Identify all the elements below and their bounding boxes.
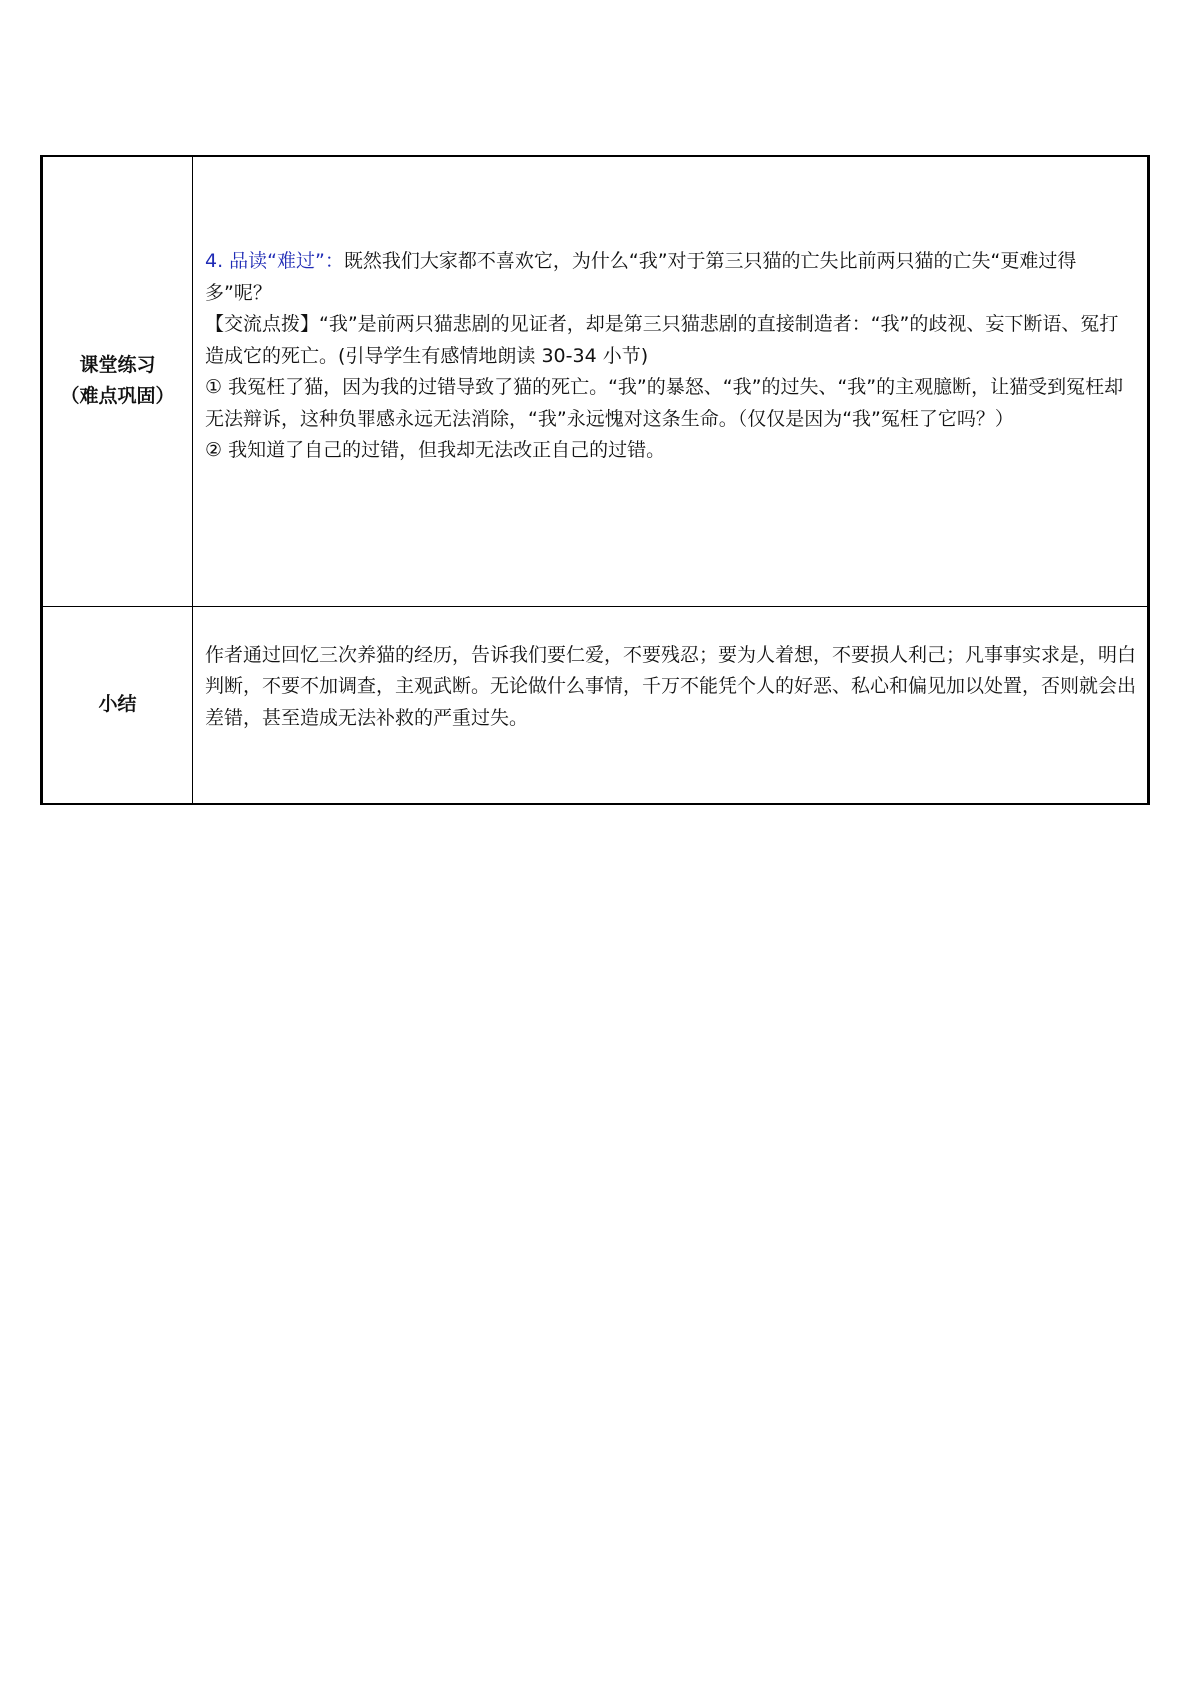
row-label-line: 小结: [98, 693, 137, 716]
row-label-summary: [42, 606, 193, 804]
row-label-practice: [42, 156, 193, 606]
question-prefix: 4. 品读“难过”：: [205, 250, 344, 272]
lesson-plan-table: [40, 155, 1150, 805]
summary-content: [193, 606, 1149, 804]
table-row-summary: [42, 606, 1149, 804]
row-label-line: 课堂练习: [79, 354, 156, 377]
summary-paragraph: 作者通过回忆三次养猫的经历，告诉我们要仁爱，不要残忍；要为人着想，不要损人利己；凡事事实求是，明白判断，不要不加调查，主观武断。无论做什么事情，千万不能凭个人的好恶、私心和偏见加以处置，否则就会出差错，甚至造成无法补救的严重过失。: [205, 643, 1137, 729]
question-text: 既然我们大家都不喜欢它，为什么“我”对于第三只猫的亡失比前两只猫的亡失“更难过得多”呢？: [205, 250, 1077, 304]
point-two-paragraph: ② 我知道了自己的过错，但我却无法改正自己的过错。: [205, 439, 666, 461]
practice-content: [193, 156, 1149, 606]
row-label-line: （难点巩固）: [60, 385, 175, 408]
point-one-paragraph: ① 我冤枉了猫，因为我的过错导致了猫的死亡。“我”的暴怒、“我”的过失、“我”的主观臆断，让猫受到冤枉却无法辩诉，这种负罪感永远无法消除，“我”永远愧对这条生命。（仅仅是因为“我”冤枉了它吗？）: [205, 376, 1124, 430]
question-paragraph: [205, 246, 1137, 309]
table-row-practice: [42, 156, 1149, 606]
discussion-paragraph: 【交流点拨】“我”是前两只猫悲剧的见证者，却是第三只猫悲剧的直接制造者：“我”的歧视、妄下断语、冤打造成它的死亡。(引导学生有感情地朗读 30-34 小节): [205, 313, 1119, 367]
